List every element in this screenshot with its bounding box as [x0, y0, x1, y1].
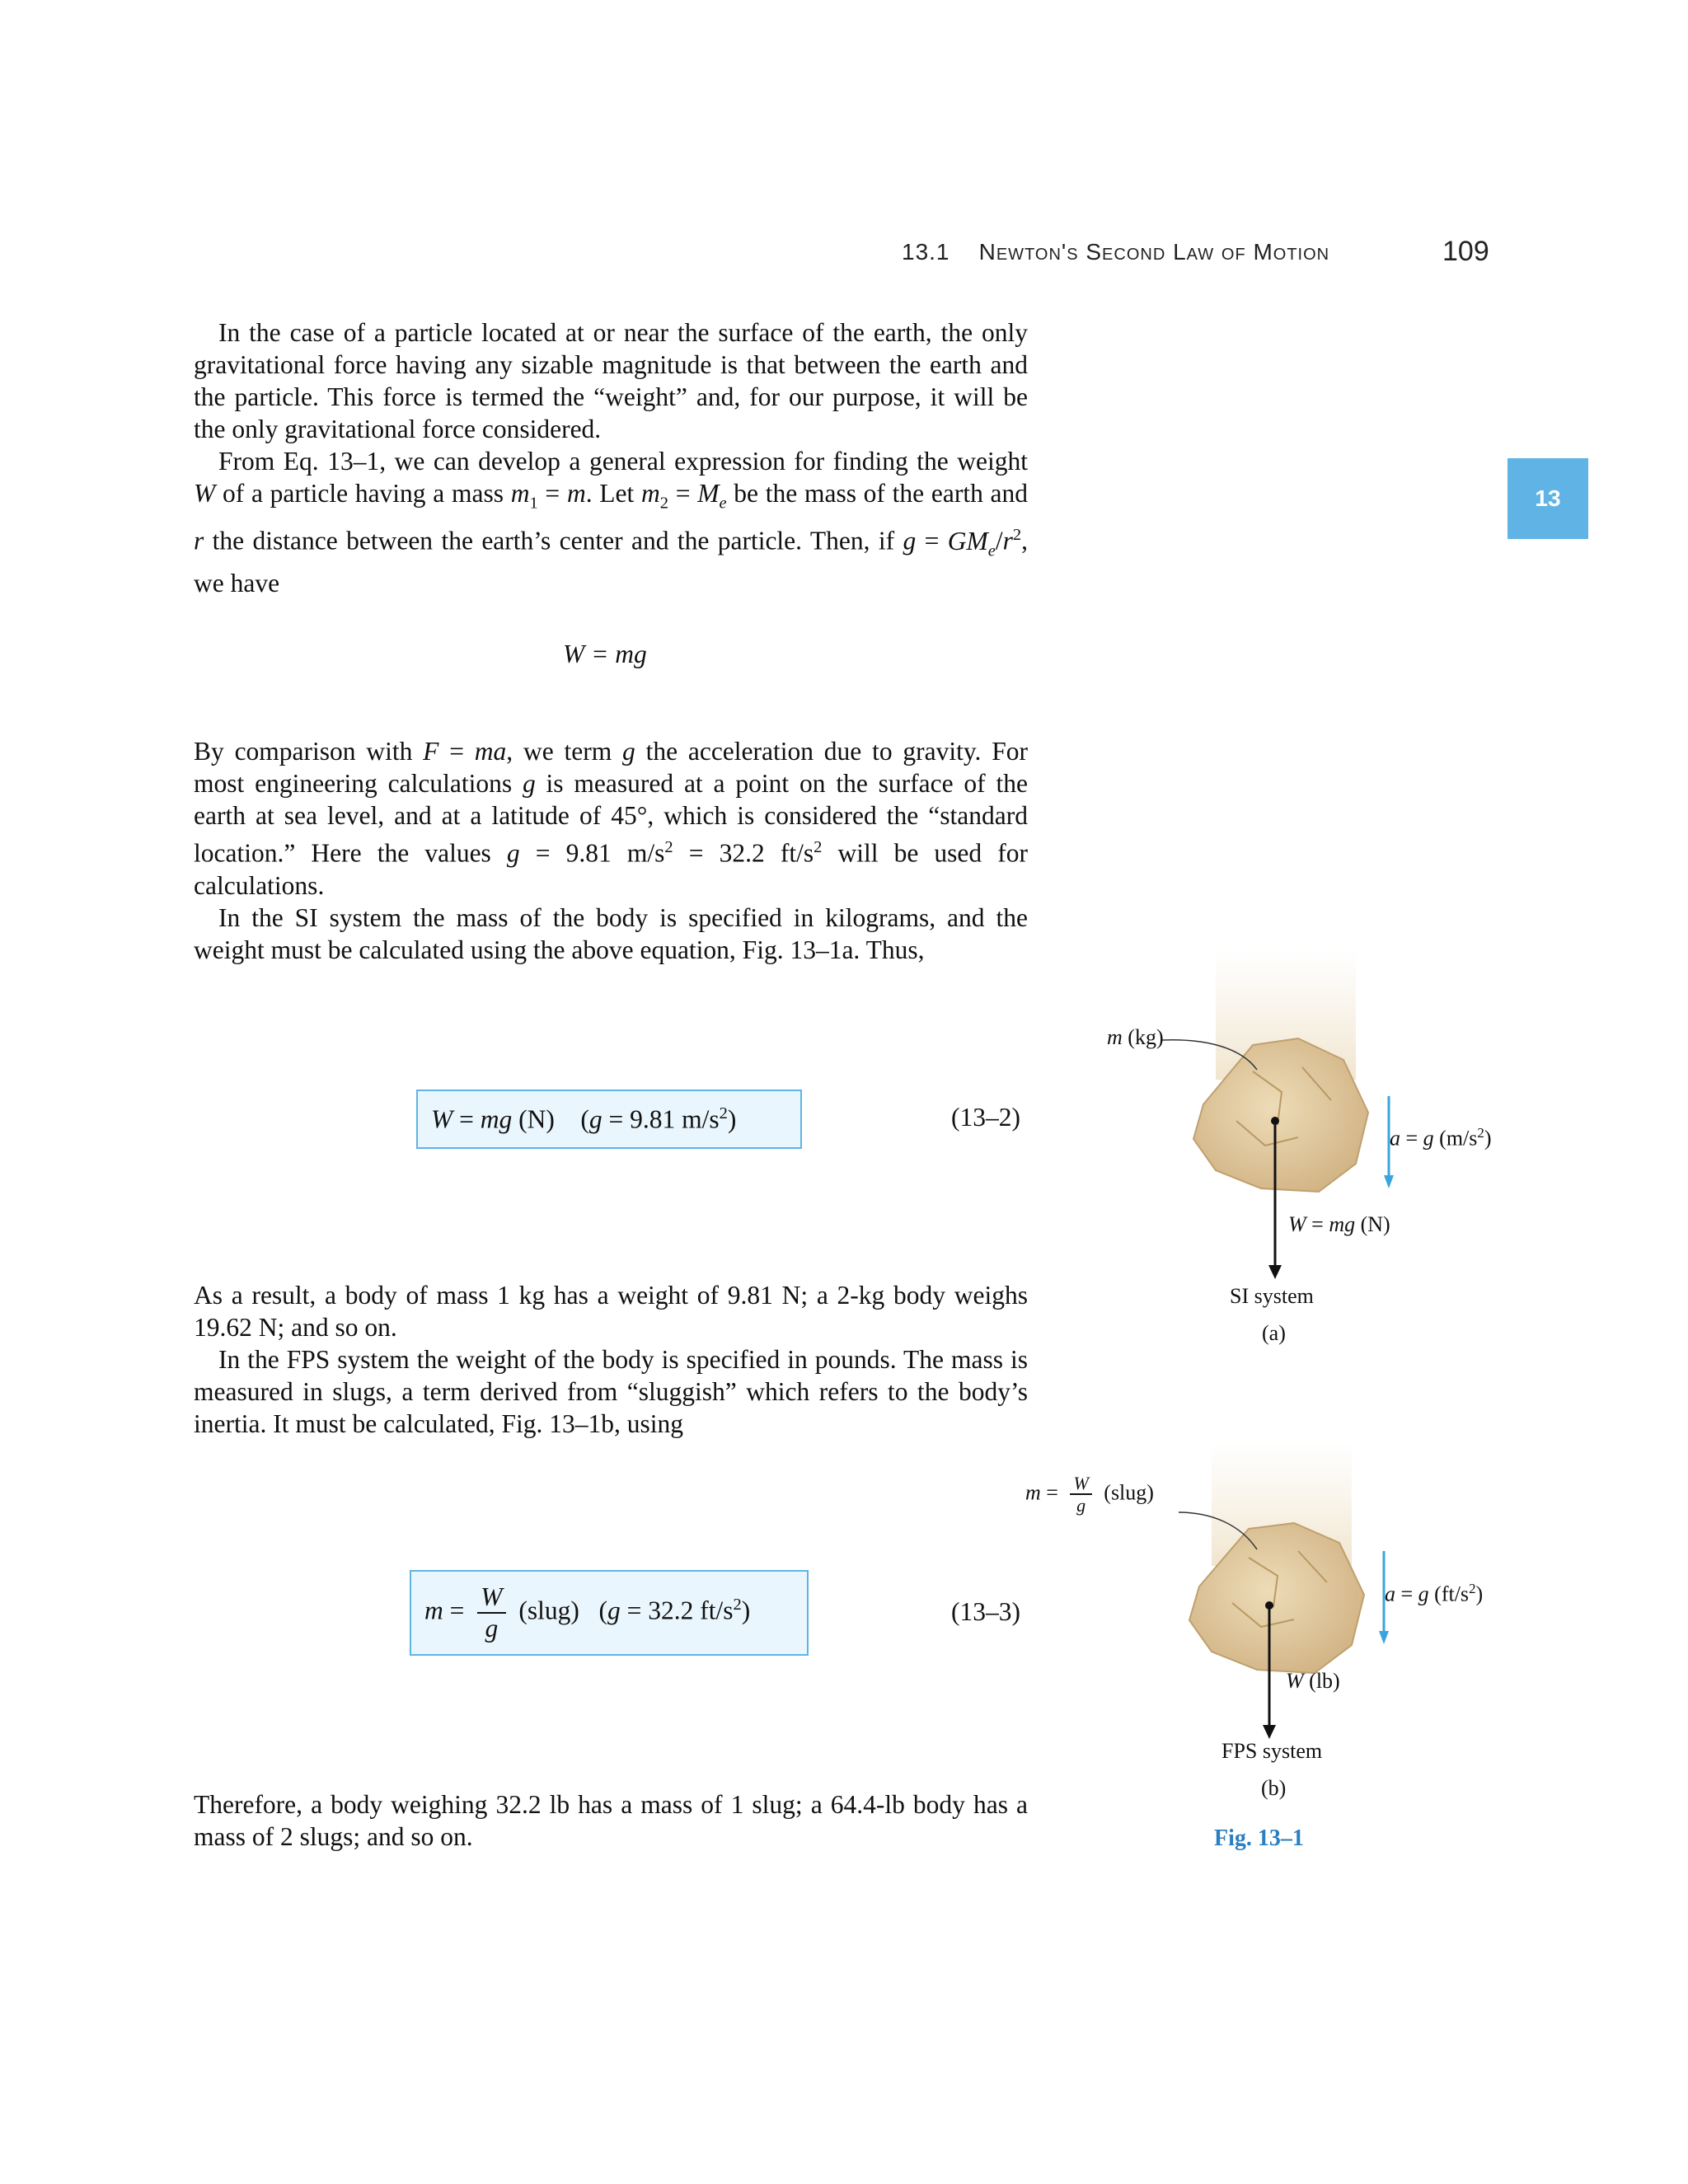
figure-b-accel-label: a = g $(ft/s^2)$ [1385, 1581, 1484, 1606]
chapter-tab: 13 [1507, 458, 1588, 539]
equation-13-2-box [416, 1090, 802, 1149]
weight-equation: W = mg [563, 640, 647, 668]
figure-b-system-label: FPS system [1221, 1739, 1323, 1763]
figure-b-fps-system [1179, 1442, 1389, 1739]
intro-paragraph-1: In the case of a particle located at or near the surface of the earth, the only gravitational force having any sizable magnitude is that between the earth and the particle. This force is termed the “weight” and, for our purpose, it will be the only gravitational force considered. [194, 318, 1028, 443]
figure-a-mass-label: m (kg) [1107, 1025, 1164, 1049]
page-number: 109 [1442, 236, 1489, 267]
si-result-paragraph-2: In the FPS system the weight of the body is specified in pounds. The mass is measured in slugs, a term derived from “sluggish” which refers to the body’s inertia. It must be calculated, Fig. 13–1b, using [194, 1345, 1028, 1438]
figure-b-sub-label: (b) [1261, 1776, 1287, 1800]
fps-result-paragraph: Therefore, a body weighing 32.2 lb has a mass of 1 slug; a 64.4-lb body has a mass of 2 slugs; and so on. [194, 1790, 1028, 1851]
intro-paragraph-2: From Eq. 13–1, we can develop a general expression for finding the weight W of a particle having a mass $m_1 = m$. Let $m_2 = M_e$ be the mass of the earth and r the distance between the earth’s center and the particle. Then, if $g = GM_e/r^2$, we have [194, 447, 1029, 598]
figure-a-system-label: SI system [1230, 1284, 1314, 1308]
figure-b-mass-label: m = $\frac{W}{g}$ (slug) [1025, 1473, 1154, 1516]
figure-a-accel-label: a = g $(m/s^2)$ [1390, 1125, 1492, 1151]
figure-a-weight-label: W = mg (N) [1288, 1212, 1390, 1236]
si-result-text [194, 1279, 1028, 1440]
equation-13-3-box [410, 1570, 809, 1656]
running-header [902, 239, 1347, 265]
intro-text [194, 316, 1028, 599]
figure-caption: Fig. 13–1 [1214, 1825, 1304, 1851]
section-number: 13.1 [902, 239, 950, 265]
equation-13-2: W = mg (N) (g = 9.81 $m/s^2$) [431, 1104, 737, 1134]
gravity-text [194, 735, 1028, 966]
gravity-paragraph-1: By comparison with F = ma, we term g the acceleration due to gravity. For most engineering calculations g is measured at a point on the surface of the earth at sea level, and at a latitude of 45°, which is considered the “standard location.” Here the values g = 9.81 $m/s^2 = 32.2$ $ft/s^2$ will be used for calculations. [194, 737, 1029, 900]
si-result-paragraph-1: As a result, a body of mass 1 kg has a weight of 9.81 N; a 2-kg body weighs 19.62 N; and so on. [194, 1281, 1028, 1342]
section-title: Newton's Second Law of Motion [978, 239, 1330, 265]
figure-a-sub-label: (a) [1262, 1321, 1286, 1345]
equation-13-3: m = $\frac{W}{g}$ (slug) (g = 32.2 $ft/s^2$) [424, 1582, 751, 1643]
equation-13-2-number: (13–2) [951, 1103, 1020, 1132]
equation-13-3-number: (13–3) [951, 1597, 1020, 1626]
figure-b-weight-label: W (lb) [1286, 1669, 1340, 1693]
gravity-paragraph-2: In the SI system the mass of the body is specified in kilograms, and the weight must be calculated using the above equation, Fig. 13–1a. Thus, [194, 902, 1028, 964]
fps-result-text [194, 1788, 1028, 1853]
figure-13-1 [1006, 948, 1533, 1871]
